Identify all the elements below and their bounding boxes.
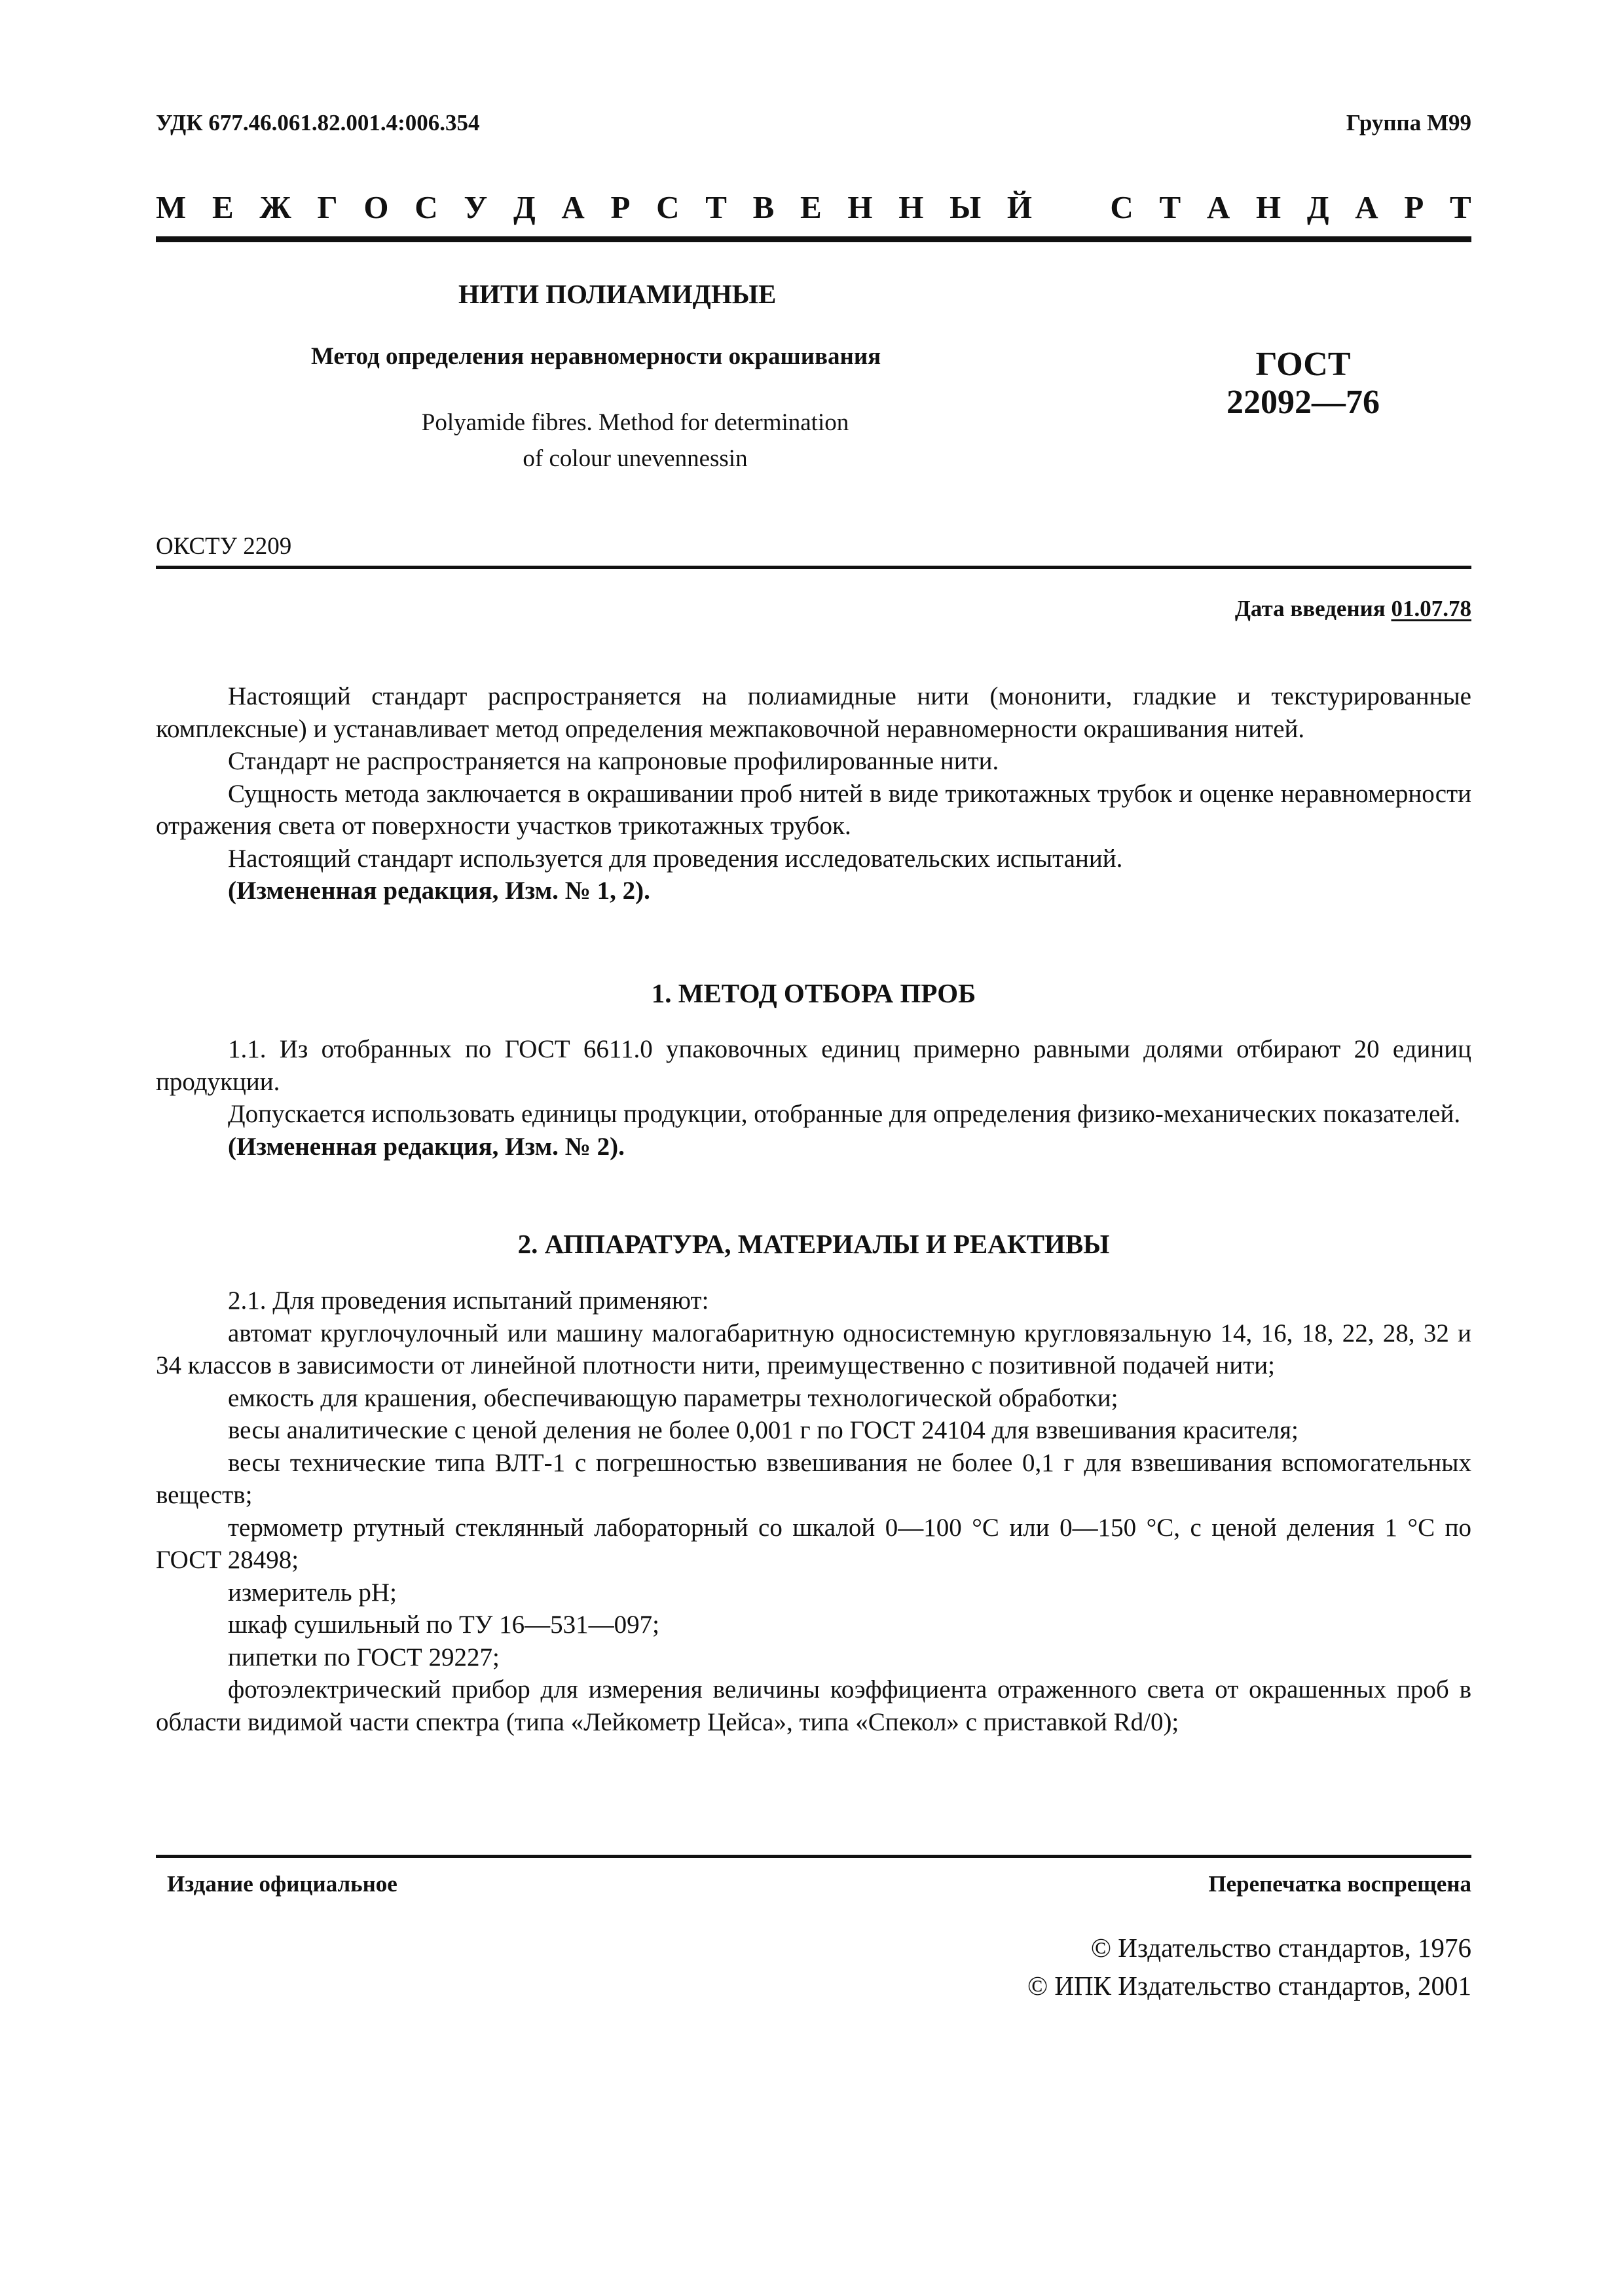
intro-section xyxy=(156,680,1471,907)
gost-number: 22092—76 xyxy=(1226,384,1380,421)
section-1-paragraph-2: Допускается использовать единицы продукции, отобранные для определения физико-механических показателей. xyxy=(228,1100,1461,1128)
banner-letter: М xyxy=(156,189,187,225)
banner-letter: Т xyxy=(705,189,727,225)
standard-banner xyxy=(156,189,1471,226)
intro-paragraph-4: Настоящий стандарт используется для проведения исследовательских испытаний. xyxy=(228,844,1123,873)
banner-letter: В xyxy=(752,189,775,225)
copyright-line-2: © ИПК Издательство стандартов, 2001 xyxy=(1027,1971,1471,2001)
official-edition-label: Издание официальное xyxy=(167,1871,397,1897)
banner-letter: Г xyxy=(317,189,338,225)
section-1-heading: 1. МЕТОД ОТБОРА ПРОБ xyxy=(651,978,976,1008)
banner-letter: Р xyxy=(1404,189,1424,225)
section-1-amendment-note: (Измененная редакция, Изм. № 2). xyxy=(228,1132,625,1161)
banner-letter: Т xyxy=(1159,189,1181,225)
english-title xyxy=(367,405,904,477)
section-2-item: автомат круглочулочный или машину малогабаритную односистемную кругловязальную 14, 16, 18, 22, 28, 32 и 34 классов в зависимости от линейной плотности нити, преимущественно с позитивной подачей нити; xyxy=(156,1319,1471,1379)
banner-letter: Д xyxy=(513,189,536,225)
banner-letter: Д xyxy=(1306,189,1329,225)
banner-letter: О xyxy=(363,189,389,225)
section-2-item: шкаф сушильный по ТУ 16—531—097; xyxy=(228,1611,660,1639)
document-title: НИТИ ПОЛИАМИДНЫЕ xyxy=(458,279,777,309)
footer-rule xyxy=(156,1855,1471,1858)
section-2-item: пипетки по ГОСТ 29227; xyxy=(228,1643,500,1671)
banner-letter: Е xyxy=(212,189,234,225)
english-title-line-1: Polyamide fibres. Method for determination xyxy=(421,409,849,436)
banner-letter: Т xyxy=(1449,189,1471,225)
intro-amendment-note: (Измененная редакция, Изм. № 1, 2). xyxy=(228,877,650,905)
section-2-item: измеритель pH; xyxy=(228,1578,397,1607)
reprint-prohibited-label: Перепечатка воспрещена xyxy=(1208,1871,1471,1897)
banner-letter: А xyxy=(1206,189,1230,225)
intro-paragraph-2: Стандарт не распространяется на капроновые профилированные нити. xyxy=(228,747,999,775)
section-2-item: емкость для крашения, обеспечивающую параметры технологической обработки; xyxy=(228,1383,1118,1412)
gost-label: ГОСТ xyxy=(1255,346,1351,383)
introduction-date xyxy=(1235,596,1471,622)
section-2-heading: 2. АППАРАТУРА, МАТЕРИАЛЫ И РЕАКТИВЫ xyxy=(517,1229,1110,1259)
banner-letter: Й xyxy=(1006,189,1033,225)
header-rule xyxy=(156,236,1471,242)
section-1-paragraph-1: 1.1. Из отобранных по ГОСТ 6611.0 упаковочных единиц примерно равными долями отбирают 20 единиц продукции. xyxy=(156,1035,1471,1096)
section-2-item: термометр ртутный стеклянный лабораторный со шкалой 0—100 °С или 0—150 °С, с ценой деления 1 °С по ГОСТ 28498; xyxy=(156,1513,1471,1574)
udk-code: УДК 677.46.061.82.001.4:006.354 xyxy=(156,110,480,136)
group-code: Группа М99 xyxy=(1346,110,1471,136)
banner-letter: Н xyxy=(847,189,873,225)
section-2-item: фотоэлектрический прибор для измерения величины коэффициента отраженного света от окрашенных проб в области видимой части спектра (типа «Лейкометр Цейса», типа «Спекол» с приставкой Rd/0); xyxy=(156,1675,1471,1736)
banner-letter xyxy=(1058,189,1084,226)
banner-letter: А xyxy=(561,189,585,225)
banner-letter: Н xyxy=(898,189,924,225)
okstu-rule xyxy=(156,566,1471,569)
copyright-line-1: © Издательство стандартов, 1976 xyxy=(1090,1933,1471,1963)
intro-paragraph-1: Настоящий стандарт распространяется на полиамидные нити (мононити, гладкие и текстурированные комплексные) и устанавливает метод определения межпаковочной неравномерности окрашивания нитей. xyxy=(156,682,1471,743)
banner-letter: С xyxy=(415,189,438,225)
banner-letter: Е xyxy=(800,189,822,225)
date-label: Дата введения xyxy=(1234,596,1386,621)
banner-letter: Н xyxy=(1256,189,1281,225)
banner-letter: А xyxy=(1355,189,1378,225)
copyright-block xyxy=(1027,1929,1471,2005)
banner-letter: Ж xyxy=(259,189,291,225)
banner-letter: С xyxy=(1110,189,1134,225)
section-2-item: весы технические типа ВЛТ-1 с погрешностью взвешивания не более 0,1 г для взвешивания вспомогательных веществ; xyxy=(156,1448,1471,1509)
document-subtitle: Метод определения неравномерности окрашивания xyxy=(311,343,881,370)
section-1-body xyxy=(156,1033,1471,1163)
banner-letter: С xyxy=(656,189,680,225)
banner-letter: Р xyxy=(610,189,631,225)
section-2-body xyxy=(156,1285,1471,1738)
english-title-line-2: of colour unevennessin xyxy=(523,445,748,472)
section-2-item: 2.1. Для проведения испытаний применяют: xyxy=(228,1286,709,1315)
date-value: 01.07.78 xyxy=(1391,596,1471,621)
banner-letter: Ы xyxy=(949,189,982,225)
intro-paragraph-3: Сущность метода заключается в окрашивании проб нитей в виде трикотажных трубок и оценке неравномерности отражения света от поверхности участков трикотажных трубок. xyxy=(156,779,1471,840)
okstu-code: ОКСТУ 2209 xyxy=(156,533,292,560)
banner-letter: У xyxy=(464,189,488,225)
section-2-item: весы аналитические с ценой деления не более 0,001 г по ГОСТ 24104 для взвешивания красителя; xyxy=(228,1416,1299,1444)
gost-designation xyxy=(1185,346,1421,422)
